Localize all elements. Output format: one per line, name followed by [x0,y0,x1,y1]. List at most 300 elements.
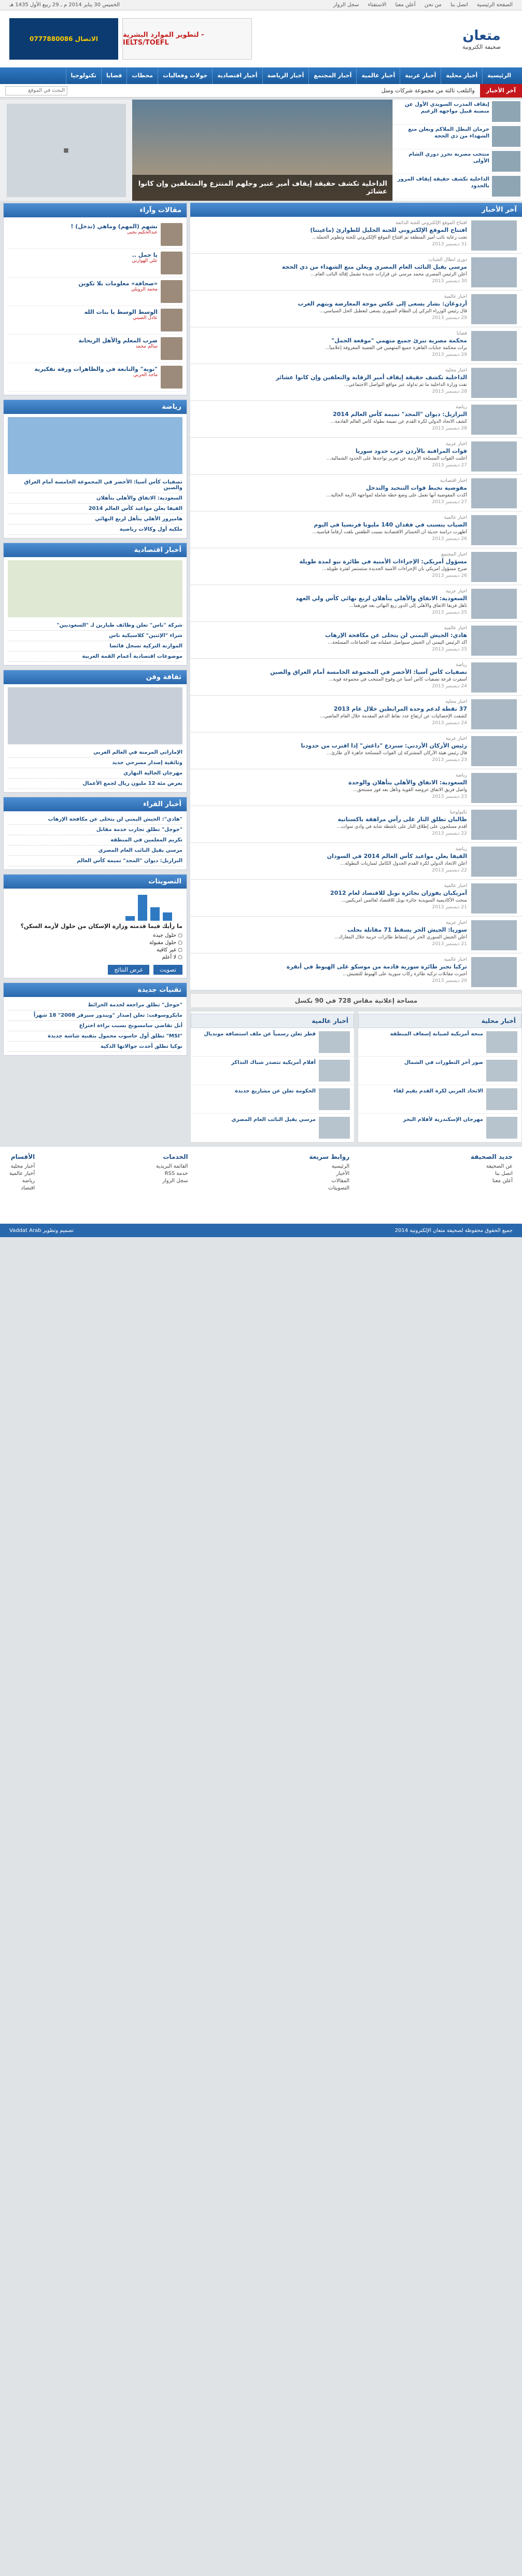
article-title[interactable]: مرسي يقيل النائب العام المصري ويعلن منع الشهداء من ذي الحجة [281,264,467,270]
sidebar [3,203,187,1060]
ad-text: الاتصال 0777880086 [30,35,98,43]
article-item[interactable] [190,290,522,327]
nav-item[interactable]: جولات وفعاليات [158,67,212,84]
article-item[interactable] [190,806,522,843]
article-item[interactable] [190,732,522,769]
slider-item-title: حرمان البطل الملاكم ويعلن منع الشهداء من ذي الحجة [408,127,489,139]
tech-item[interactable]: نوكيا تطلق أحدث جوالاتها الذكية [8,1042,182,1052]
slider-thumb [492,176,520,197]
article-kicker: أخبار عربية [445,441,467,447]
slider-thumb [492,151,520,172]
site-logo[interactable] [450,28,513,50]
article-kicker: دوري أبطال الشباب [428,257,467,262]
article-excerpt: قال رئيس الوزراء التركي إن النظام السوري يسعى لتعطيل الحل السياسي... [319,309,467,314]
article-title[interactable]: أردوغان: بشار يسعى إلى عكس موجة المعارضة ويتهم الغرب [298,300,467,307]
article-excerpt: تأهل فريقا الاتفاق والأهلي إلى الدور ربع النهائي بعد فوزهما... [349,603,467,608]
article-excerpt: صرح مسؤول أمريكي بأن الإجراءات الأمنية الجديدة ستستمر لفترة طويلة... [322,566,467,572]
opinion-title[interactable]: «صحافة» معلومات بلا تكوين [78,280,158,287]
opinions-box [3,203,187,395]
article-date: 24 ديسمبر 2013 [432,684,467,689]
slider-item[interactable] [393,100,522,124]
article-date: 25 ديسمبر 2013 [432,647,467,652]
article-date: 30 ديسمبر 2013 [432,279,467,284]
nav-item[interactable]: أخبار اقتصادية [212,67,262,84]
header-ads [9,18,252,60]
article-item[interactable] [190,475,522,511]
sports-box [3,399,187,538]
article-thumb [471,847,517,877]
article-thumb [471,957,517,987]
top-links [326,2,513,8]
article-date: 24 ديسمبر 2013 [432,721,467,726]
slider-item[interactable] [393,174,522,199]
opinion-author[interactable]: محمد الرويلي [131,287,158,292]
bottom-lists [190,1011,522,1143]
article-thumb [471,736,517,766]
opinion-title[interactable]: الوسط الوسط يا بنات الله [84,309,158,315]
opinion-item[interactable] [8,249,182,278]
tech-item[interactable]: أبل تقاضي سامسونج بسبب براءة اختراع [8,1021,182,1031]
article-excerpt: كشفت الإحصائيات عن ارتفاع عدد نقاط الدعم المقدمة خلال العام الماضي... [320,714,467,719]
list-item[interactable] [191,1085,354,1114]
tech-box [3,982,187,1056]
thumb [319,1060,350,1082]
article-item[interactable] [190,843,522,880]
economy-item[interactable]: شراء "الإثنين" كلاسيكية ناس [8,631,182,641]
author-avatar [161,280,182,303]
readers-item[interactable]: البرازيل: ديوان "المجد" تميمة كأس العالم [8,856,182,866]
article-thumb [471,699,517,729]
footer-column [309,1153,349,1217]
article-thumb [471,810,517,840]
nav-item[interactable]: أخبار المجتمع [308,67,356,84]
article-thumb [471,441,517,472]
article-item[interactable] [190,511,522,548]
slider-side-ad [0,100,132,201]
item-title: قطر تعلن رسمياً عن ملف استضافة مونديال [204,1031,316,1037]
article-title[interactable]: السعودية: الاتفاق والأهلي يتأهلان والوحدة [348,779,467,786]
item-title: منحة أمريكية لصيانة إسعاف المنطقة [390,1031,483,1037]
article-date: 25 ديسمبر 2013 [432,610,467,615]
article-date: 23 ديسمبر 2013 [432,794,467,799]
option-label: حلول جيدة [153,933,177,938]
opinion-author[interactable]: سالم محمد [135,344,158,349]
article-item[interactable] [190,438,522,475]
footer-heading: جديد الصحيفة [470,1153,513,1160]
news-ticker [0,84,522,98]
thumb [486,1117,517,1139]
search-input[interactable] [5,86,67,95]
list-item[interactable] [358,1057,521,1085]
logo-sub: صحيفة الكترونية [462,43,501,50]
nav-item[interactable]: تكنولوجيا [66,67,102,84]
nav-item[interactable]: محطات [126,67,158,84]
article-item[interactable] [190,917,522,953]
article-item[interactable] [190,769,522,806]
opinions-header: مقالات وآراء [4,203,187,217]
article-date: 27 ديسمبر 2013 [432,463,467,468]
nav-item[interactable]: أخبار محلية [441,67,482,84]
logo-name: متعان [462,27,501,44]
item-title: الاتحاد العربي لكرة القدم يقيم لقاء [393,1088,483,1094]
tech-header: تقنيات جديدة [4,983,187,997]
article-title[interactable]: أمريكيان يفوزان بجائزة نوبل للاقتصاد لعام 2012 [330,890,467,896]
poll-bar [150,907,160,921]
slider-item-title: إيقاف المدرب السويدي الأول عن منصبه قبيل مواجهة الزعيم [404,102,489,114]
article-excerpt: أعلن الجيش السوري الحر عن إسقاط طائرات حربية خلال المعارك... [334,935,467,940]
author-avatar [161,252,182,274]
footer-link[interactable]: الرئيسية [331,1164,350,1169]
poll-option[interactable]: ○ حلول جيدة [153,933,182,938]
article-excerpt: نفت وزارة الداخلية ما تم تداوله عبر مواقع التواصل الاجتماعي... [344,382,467,387]
header-ad-contact[interactable] [9,18,118,60]
sports-feature-image[interactable] [8,417,182,474]
main-column [190,203,522,1143]
article-kicker: قضايا [456,331,467,336]
thumb [319,1117,350,1139]
article-kicker: تكنولوجيا [449,810,467,815]
readers-box [3,797,187,870]
top-link[interactable]: من نحن [424,2,442,8]
top-link[interactable]: الاستفتاء [368,2,387,8]
article-kicker: افتتاح الموقع الإلكتروني للجنة الدائمة [396,220,467,226]
opinion-author[interactable]: ماجد الحربي [133,372,158,378]
poll-option[interactable]: ○ حلول مقبولة [149,940,182,946]
opinion-item[interactable] [8,306,182,335]
top-link[interactable]: سجل الزوار [333,2,359,8]
article-thumb [471,589,517,619]
economy-item[interactable]: موضوعات اقتصادية أعمام القمة العربية [8,652,182,662]
article-thumb [471,552,517,582]
nav-item[interactable]: قضايا [101,67,126,84]
featured-slider [0,100,522,201]
article-kicker: أخبار عالمية [444,515,467,520]
footer-link[interactable]: أخبار محلية [10,1164,35,1169]
footer-link[interactable]: رياضة [22,1178,35,1184]
article-item[interactable] [190,696,522,732]
latest-news-header: آخر الأخبار [190,203,522,217]
vote-button[interactable]: تصويت [153,965,182,975]
article-kicker: رياضة [455,662,467,668]
opinion-item[interactable] [8,220,182,249]
article-excerpt: أعلنت القوات المسلحة الأردنية عن تعزيز تواجدها على الحدود الشمالية... [327,456,467,461]
article-date: 22 ديسمبر 2013 [432,831,467,836]
nav-item[interactable]: الرئيسية [482,67,516,84]
top-link[interactable]: أعلن معنا [395,2,416,8]
world-news-header: أخبار عالمية [191,1014,354,1028]
local-news-box [358,1011,522,1143]
article-excerpt: منحت الأكاديمية السويدية جائزة نوبل للاقتصاد لعالمين أمريكيين... [341,898,467,903]
option-label: حلول مقبولة [149,940,177,946]
poll-option[interactable]: ○ لا أعلم [162,954,182,960]
footer-column [156,1153,188,1217]
opinion-title[interactable]: يا جمل .. [132,252,158,258]
results-button[interactable]: عرض النتائج [108,965,149,975]
item-title: صور آخر التطورات في الشمال [404,1060,483,1065]
current-date: الخميس 30 يناير 2014 م ـ 29 ربيع الأول 1435 هـ [9,2,120,8]
item-title: مرسي يقيل النائب العام المصري [231,1117,316,1123]
article-title[interactable]: محكمة مصرية تبرئ جميع متهمي "موقعة الجمل" [331,337,467,344]
slider-caption: الداخلية تكشف حقيقة إيقاف أمير عنبر وجلهم المنتزع والمتعلفين وإن كانوا عشائر [132,175,392,201]
article-excerpt: كشف الاتحاد الدولي لكرة القدم عن تميمة بطولة كأس العالم القادمة... [330,419,467,424]
ticker-text[interactable]: والتلعب ثالثة من مجموعة شركات وسل [381,87,475,94]
option-label: لا أعلم [162,954,177,960]
economy-feature-image[interactable] [8,560,182,617]
article-excerpt: أعلن الاتحاد الدولي لكرة القدم الجدول الكامل لمباريات البطولة... [340,861,467,866]
article-kicker: أخبار عربية [445,589,467,594]
sports-item[interactable]: السعودية: الاتفاق والأهلي يتأهلان [8,493,182,504]
poll-question: ما رأيك فيما قدمته وزارة الإسكان من حلول لأزمة السكن؟ [20,923,182,930]
economy-header: أخبار اقتصادية [4,543,187,557]
opinion-title[interactable]: "نوبة" والنابغة في والظاهرات ورقة تفكيرية [34,366,158,372]
poll-option[interactable]: ○ غير كافية [157,947,182,953]
article-date: 28 ديسمبر 2013 [432,389,467,394]
list-item[interactable] [358,1114,521,1142]
main-nav [0,67,522,84]
tech-item[interactable]: "جوجل" تطلق مراجعة لخدمة الخرائط [8,1000,182,1010]
article-title[interactable]: السعودية: الاتفاق والأهلي يتأهلان لربع نهائي كأس ولي العهد [295,595,467,602]
culture-header: ثقافة وفن [4,670,187,684]
article-title[interactable]: تركيا تجبر طائرة سورية قادمة من موسكو على الهبوط في أنقرة [286,963,467,970]
article-kicker: أخبار عالمية [444,294,467,299]
poll-bar [125,916,135,921]
article-date: 26 ديسمبر 2013 [432,536,467,542]
sports-item[interactable]: ملكية أول وكالات رياضية [8,524,182,535]
item-title: الحكومة تعلن عن مشاريع جديدة [235,1088,316,1094]
thumb [319,1031,350,1053]
article-kicker: رياضة [455,773,467,778]
article-item[interactable] [190,254,522,290]
article-thumb [471,405,517,435]
opinion-item[interactable] [8,335,182,363]
article-title[interactable]: الفيفا يعلن مواعيد كأس العالم 2014 في السودان [327,853,467,860]
article-date: 22 ديسمبر 2013 [432,868,467,873]
readers-item[interactable]: تكريم المعلمين في المنطقة [8,835,182,846]
list-item[interactable] [191,1114,354,1142]
footer [0,1147,522,1224]
opinion-title[interactable]: ضرب المعلم والأهل الريحانة [78,337,158,344]
article-date: 27 ديسمبر 2013 [432,500,467,505]
article-kicker: رياضة [455,405,467,410]
poll-header: التصويتات [4,875,187,889]
article-title[interactable]: قوات المراقبة بالأردن حرب حدود سوريا [355,448,467,454]
footer-column [471,1153,513,1217]
article-excerpt: أسفرت قرعة تصفيات كأس آسيا عن وقوع المنتخب في مجموعة قوية... [328,677,467,682]
author-avatar [161,223,182,246]
article-item[interactable] [190,364,522,401]
footer-link[interactable]: خدمة RSS [164,1171,188,1176]
article-title[interactable]: تصفيات كأس آسيا: الأخضر في المجموعة الخامسة أمام العراق والصين [270,669,467,675]
poll-box [3,874,187,978]
list-item[interactable] [191,1028,354,1057]
footer-column [9,1153,35,1217]
item-title: أفلام أمريكية تتصدر شباك التذاكر [231,1060,316,1065]
article-title[interactable]: سوريا: الجيش الحر يسقط 71 مقاتلة بحلب [347,926,467,933]
top-link[interactable]: الصفحة الرئيسية [477,2,513,8]
article-thumb [471,257,517,287]
article-title[interactable]: طالبان تطلق النار على رأس مراهقة باكستانية [337,816,467,823]
article-date: 28 ديسمبر 2013 [432,426,467,431]
list-item[interactable] [358,1085,521,1114]
article-thumb [471,883,517,913]
article-kicker: أخبار محلية [445,699,467,704]
article-thumb [471,920,517,950]
footer-link[interactable]: أخبار عالمية [9,1171,35,1176]
article-item[interactable] [190,585,522,622]
economy-item[interactable]: شركة "ناس" تعلن وظائف طيارين لـ "السعوديين" [8,620,182,631]
article-date: 26 ديسمبر 2013 [432,573,467,578]
readers-item[interactable]: "هادي": الجيش اليمني لن يتخلى عن مكافحة الإرهاب [8,814,182,825]
article-list [190,217,522,990]
article-thumb [471,331,517,361]
thumb [486,1088,517,1110]
article-title[interactable]: الداخلية تكشف حقيقة إيقاف أمير الرقابة والتعلفين وإن كانوا عشائر [276,374,467,381]
sports-item[interactable]: هاميروز الأهلي يتأهل لربع النهائي [8,514,182,524]
slider-item[interactable] [393,149,522,174]
article-excerpt: تحت رعاية نائب أمير المنطقة تم افتتاح الموقع الإلكتروني للجنة وتطوير الحملة... [312,235,467,240]
copyright-text: جميع الحقوق محفوظة لصحيفة متعان الإلكترونية 2014 [394,1227,513,1234]
readers-item[interactable]: مرسي يقيل النائب العام المصري [8,846,182,856]
article-date: 21 ديسمبر 2013 [432,941,467,947]
thumb [486,1060,517,1082]
article-title[interactable]: الصياب يتسبب في فقدان 140 مليونا فرنسيا في اليوم [314,521,467,528]
article-thumb [471,368,517,398]
top-link[interactable]: اتصل بنا [450,2,468,8]
footer-link[interactable]: اتصل بنا [495,1171,513,1176]
footer-link[interactable]: أعلن معنا [492,1178,513,1184]
footer-link[interactable]: الأخبار [336,1171,350,1176]
footer-link[interactable]: اقتصاد [21,1185,35,1191]
article-kicker: أخبار عالمية [444,957,467,962]
culture-item[interactable]: الإماراتي المزمنة في العالم العربي [8,747,182,758]
article-date: 23 ديسمبر 2013 [432,757,467,763]
article-excerpt: واصل فريق الاتفاق عروضه القوية وتأهل بعد فوز مستحق... [352,787,467,793]
article-title[interactable]: هادي: الجيش اليمني لن يتخلى عن مكافحة الإرهاب [325,632,467,639]
sports-header: رياضة [4,400,187,414]
top-bar [0,0,522,10]
article-item[interactable] [190,401,522,438]
world-news-box [190,1011,355,1143]
opinion-item[interactable] [8,363,182,392]
opinion-author[interactable]: علي الهوارني [132,258,158,264]
article-item[interactable] [190,659,522,696]
article-thumb [471,662,517,693]
article-excerpt: قال رئيس هيئة الأركان المشتركة إن القوات المسلحة جاهزة لأي طارئ... [327,751,467,756]
thumb [319,1088,350,1110]
thumb [486,1031,517,1053]
culture-item[interactable]: وثائقية إصدار مسرحي جديد [8,758,182,768]
sports-item[interactable]: الفيفا يعلن مواعيد كأس العالم 2014 [8,504,182,514]
footer-link[interactable]: عن الصحيفة [486,1164,513,1169]
article-title[interactable]: البرازيل: ديوان "المجد" تميمة كأس العالم 2014 [333,411,467,418]
article-title[interactable]: مفوضية تحبط قوات التنحيد والتدخل [366,484,467,491]
item-title: مهرجان الإسكندرية لأفلام البحر [403,1117,483,1123]
slider-item-title: الداخلية تكشف حقيقة إيقاف المرور بالحدود [398,176,489,189]
article-title[interactable]: 37 نقطة لدعم وحدة المرابطين خلال عام 2013 [333,705,467,712]
footer-link[interactable]: القائمة البريدية [156,1164,188,1169]
article-title[interactable]: افتتاح الموقع الإلكتروني للجنة الجليل للطوارئ (ماعيتنا) [310,227,467,233]
article-thumb [471,478,517,508]
footer-heading: الخدمات [163,1153,188,1160]
slider-item[interactable] [393,124,522,149]
culture-feature-image[interactable] [8,687,182,744]
opinion-title[interactable]: نشهم (المهم) وماهي (تدخل) ! [70,223,158,230]
copyright-bar [0,1224,522,1237]
opinions-list [4,217,187,395]
economy-item[interactable]: الموازنة التركية تسجل فائضا [8,641,182,652]
article-kicker: أخبار اقتصادية [440,478,467,483]
wide-ad-banner[interactable]: مساحة إعلانية مقاس 728 في 90 بكسل [190,993,522,1008]
culture-item[interactable]: مهرجان الجالية النهاري [8,768,182,779]
nav-item[interactable]: أخبار الرياضة [262,67,309,84]
article-title[interactable]: رئيس الأركان الأردني: سنردع "داعش" إذا اقترب من حدودنا [301,742,467,749]
article-excerpt: أكدت المفوضية أنها تعمل على وضع خطة شاملة لمواجهة الأزمة الحالية... [326,493,467,498]
slider-main-image[interactable] [132,100,392,201]
sports-item[interactable]: تصفيات كأس آسيا: الأخضر في المجموعة الخامسة أمام العراق والصين [8,477,182,493]
footer-link[interactable]: المقالات [331,1178,350,1184]
header [0,10,522,67]
culture-item[interactable]: يعرض مئة 12 مليون ريال لجمع الأعمال [8,779,182,789]
article-kicker: أخبار عالمية [444,626,467,631]
article-excerpt: أظهرت دراسة حديثة أن الخسائر الاقتصادية بسبب الطقس بلغت أرقاماً قياسية... [312,530,467,535]
footer-link[interactable]: سجل الزوار [162,1178,188,1184]
article-kicker: أخبار عربية [445,920,467,925]
ticker-tag: آخر الأخبار [480,84,522,98]
article-thumb [471,294,517,324]
opinion-author[interactable]: عبدالحكيم يحيى [127,230,158,235]
article-item[interactable] [190,217,522,254]
readers-header: أخبار القراء [4,797,187,811]
article-item[interactable] [190,548,522,585]
slider-list [392,100,522,201]
slider-item-title: منتخب مصرية تحرز دوري الشام الأولى [408,151,489,164]
opinion-item[interactable] [8,278,182,306]
footer-link[interactable]: التصويتات [328,1185,350,1191]
article-item[interactable] [190,327,522,364]
powered-by[interactable]: تصميم وتطوير Vaddat Arab [9,1227,74,1234]
ad-banner[interactable]: ■ [7,104,126,197]
article-date: 31 ديسمبر 2013 [432,242,467,247]
author-avatar [161,366,182,389]
footer-heading: روابط سريعة [309,1153,350,1160]
opinion-author[interactable]: عادل الصيني [133,315,158,321]
culture-box [3,670,187,793]
tech-item[interactable]: "MSI" تطلق أول حاسوب محمول بتقنية شاشة جديدة [8,1031,182,1042]
list-item[interactable] [191,1057,354,1085]
local-news-header: أخبار محلية [358,1014,521,1028]
header-ad-training[interactable] [122,18,252,60]
article-kicker: أخبار عالمية [444,883,467,889]
article-item[interactable] [190,953,522,990]
tech-item[interactable]: مايكروسوفت: تعلن إصدار "ويندوز سيرفر 2008" 18 شهراً [8,1010,182,1021]
nav-item[interactable]: أخبار عالمية [356,67,400,84]
article-title[interactable]: مسؤول أمريكي: الإجراءات الأمنية في طائرة نيو لمدة طويلة [299,558,467,565]
footer-heading: الأقسام [10,1153,35,1160]
article-kicker: أخبار محلية [445,368,467,373]
article-kicker: رياضة [455,847,467,852]
article-excerpt: برأت محكمة جنايات القاهرة جميع المتهمين في القضية المعروفة إعلامياً... [325,345,467,351]
article-date: 29 ديسمبر 2013 [432,315,467,321]
article-item[interactable] [190,880,522,917]
readers-item[interactable]: "جوجل" تطلق تجارب خدمة مقابل [8,825,182,835]
poll-bar [163,912,172,921]
article-kicker: أخبار عربية [445,736,467,741]
list-item[interactable] [358,1028,521,1057]
article-item[interactable] [190,622,522,659]
nav-item[interactable]: أخبار عربية [400,67,441,84]
article-date: 20 ديسمبر 2013 [432,978,467,984]
article-excerpt: أعلن الرئيس المصري محمد مرسي عن قرارات جديدة تشمل إقالة النائب العام... [311,272,467,277]
